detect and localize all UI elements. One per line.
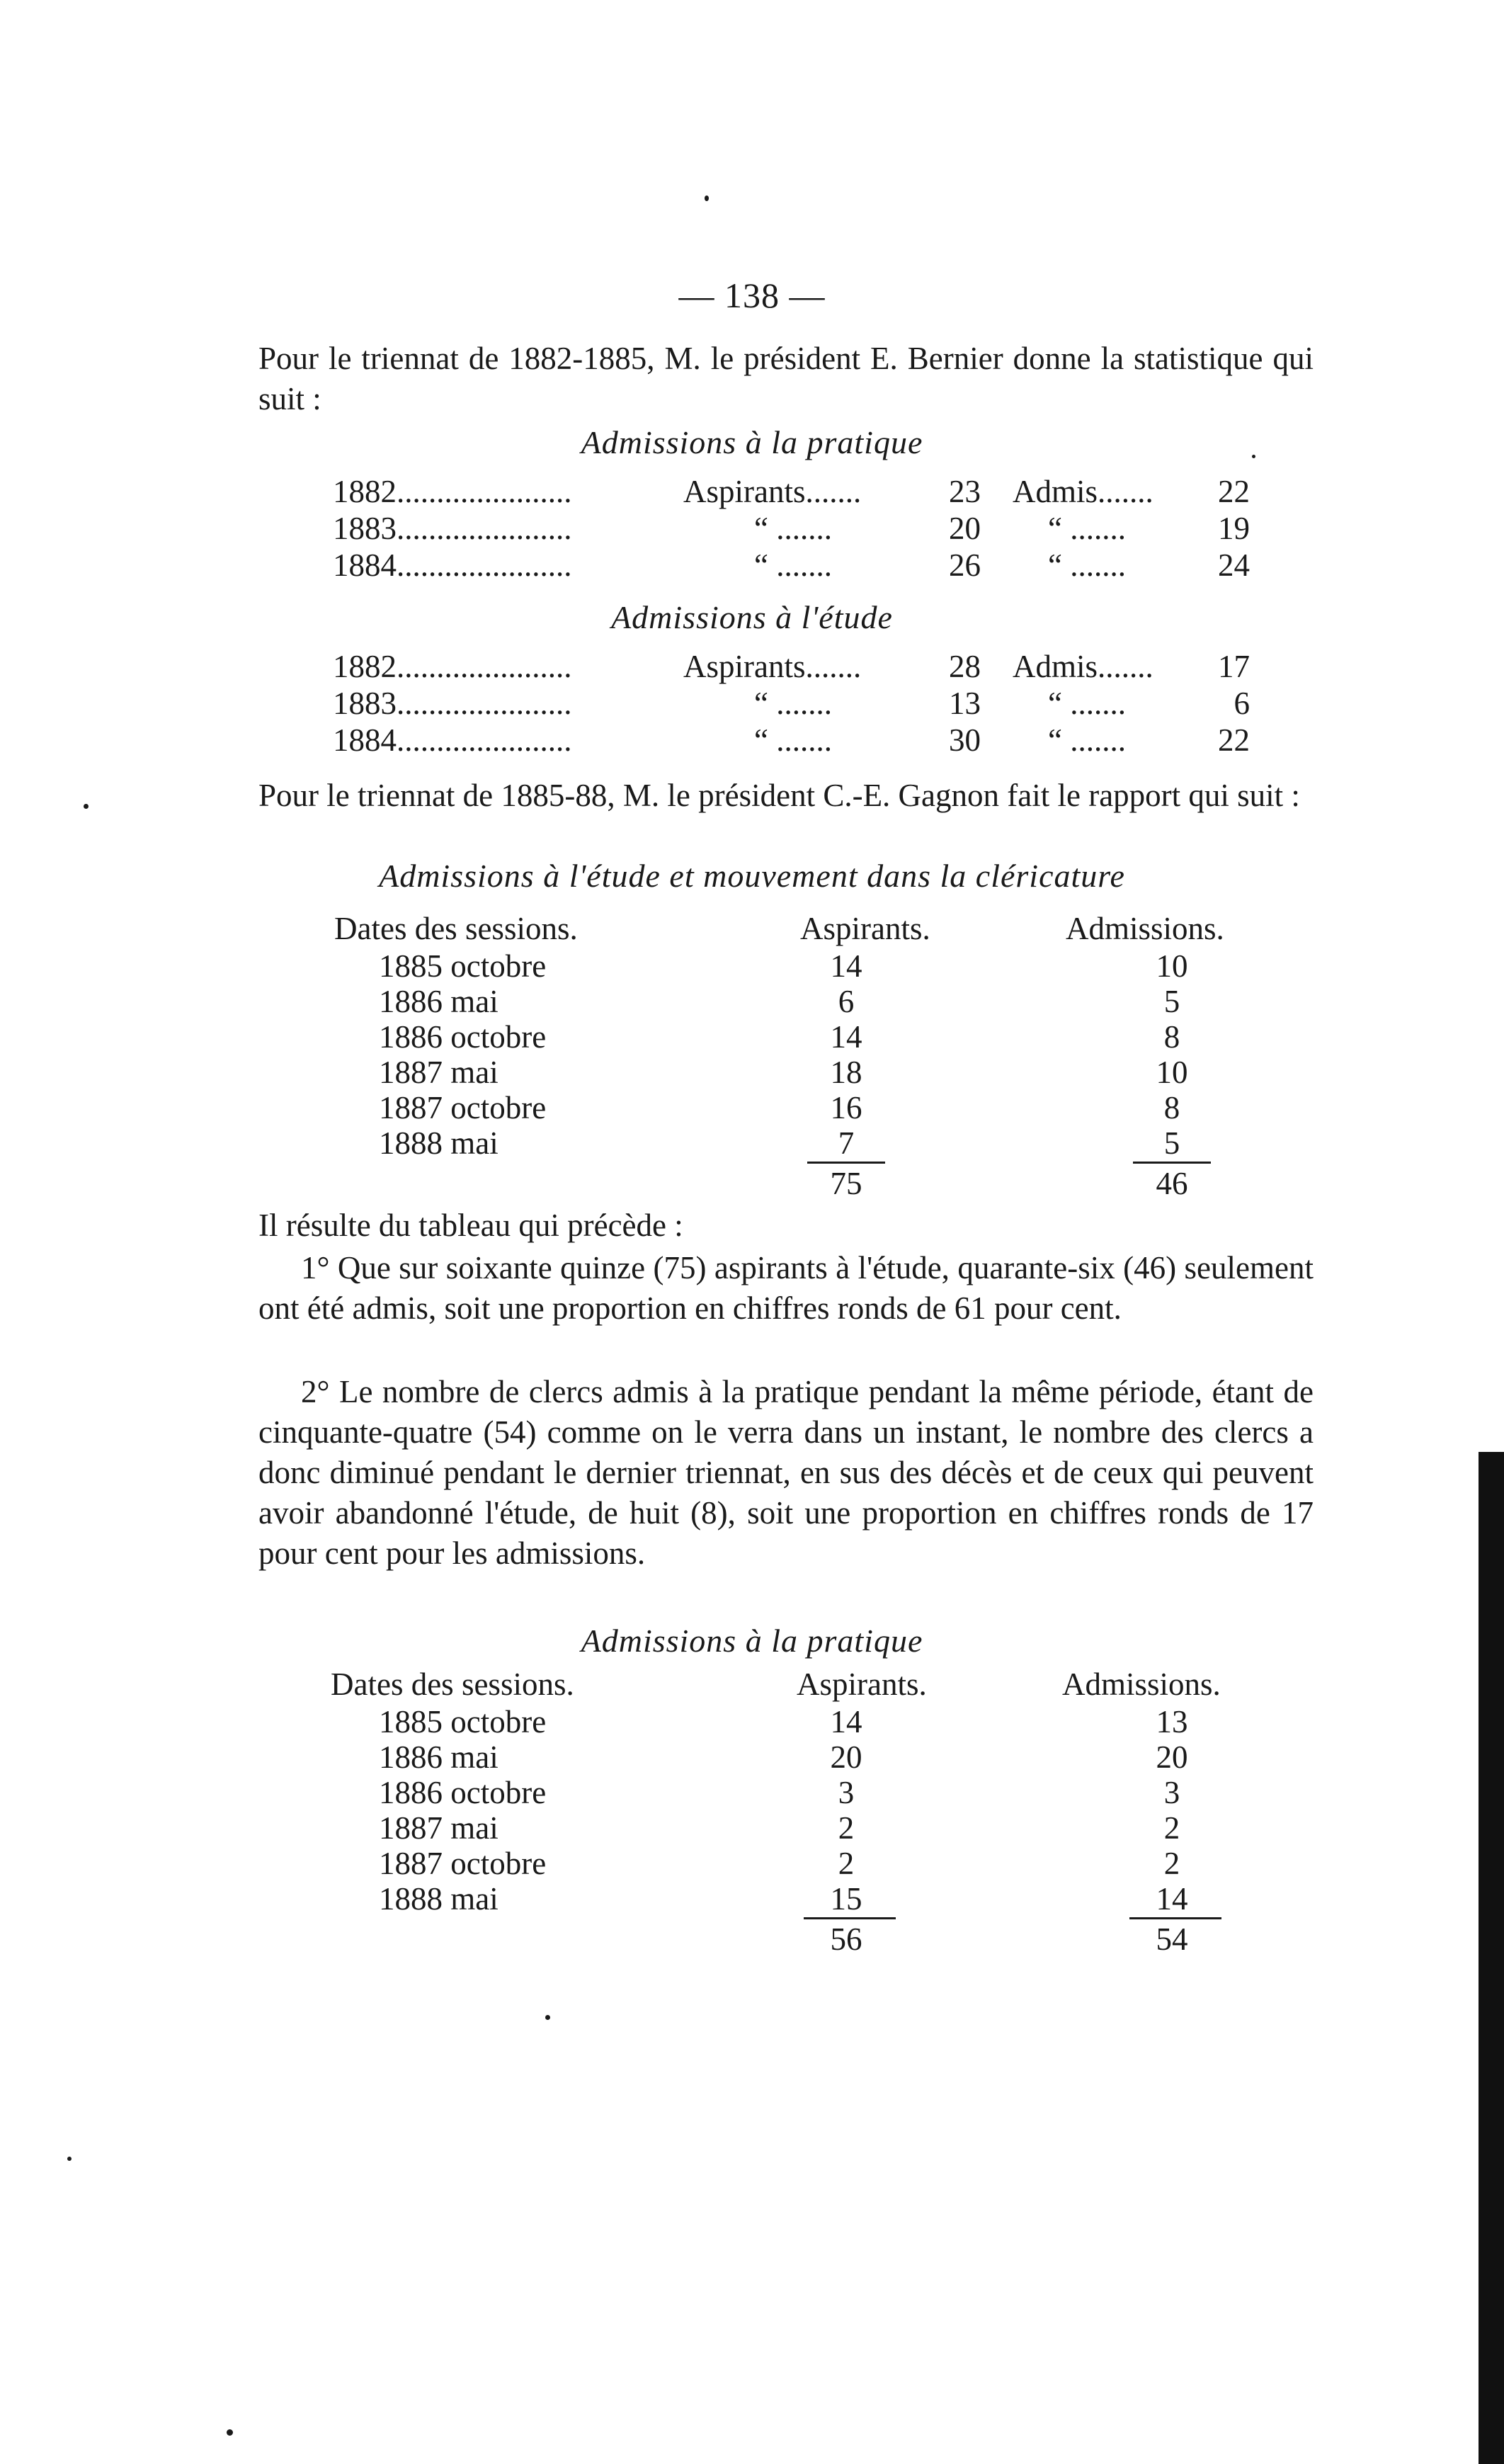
table-row — [0, 1054, 1504, 1089]
table-row — [0, 510, 1504, 547]
row-admissions: 3 — [1163, 1775, 1180, 1810]
row-admis-value: 6 — [1234, 686, 1250, 721]
row-admis-value: 24 — [1218, 547, 1250, 583]
table-row — [0, 648, 1504, 685]
page-number: — 138 — — [678, 276, 826, 315]
table-row — [0, 948, 1504, 983]
row-admissions: 8 — [1163, 1019, 1180, 1055]
row-admissions: 14 — [1156, 1881, 1188, 1917]
row-admis-value: 17 — [1218, 649, 1250, 684]
row-admis-value: 22 — [1218, 474, 1250, 509]
scan-speck — [545, 2015, 550, 2020]
row-aspirants: 7 — [838, 1125, 855, 1161]
row-admissions: 2 — [1163, 1846, 1180, 1881]
row-admissions: 2 — [1163, 1810, 1180, 1846]
table-row — [0, 1018, 1504, 1054]
total-rule-admissions — [1129, 1917, 1221, 1919]
total-aspirants: 56 — [830, 1921, 862, 1957]
table2-title: Admissions à l'étude — [611, 599, 893, 635]
table-row — [0, 1845, 1504, 1880]
row-admis-label: “ ....... — [1048, 722, 1126, 758]
row-aspirants-value: 13 — [949, 686, 981, 721]
table-row — [0, 1125, 1504, 1160]
table-row — [0, 1774, 1504, 1810]
row-date: 1885 octobre — [379, 948, 547, 984]
table-row — [0, 473, 1504, 510]
row-aspirants-label: “ ....... — [754, 686, 832, 721]
row-year: 1882...................... — [333, 474, 572, 509]
row-admis-label: Admis....... — [1013, 649, 1153, 684]
row-aspirants: 14 — [830, 948, 862, 984]
row-admissions: 10 — [1156, 1055, 1188, 1090]
row-year: 1883...................... — [333, 511, 572, 546]
scan-speck — [705, 195, 709, 201]
row-admis-label: “ ....... — [1048, 511, 1126, 546]
row-aspirants: 2 — [838, 1846, 855, 1881]
row-admissions: 10 — [1156, 948, 1188, 984]
intro-paragraph-1885: Pour le triennat de 1885-88, M. le président C.-E. Gagnon fait le rapport qui suit : — [258, 778, 1300, 813]
row-date: 1887 octobre — [379, 1846, 547, 1881]
row-date: 1887 mai — [379, 1055, 499, 1090]
result-intro: Il résulte du tableau qui précède : — [258, 1208, 683, 1243]
row-year: 1884...................... — [333, 722, 572, 758]
scan-speck — [84, 804, 89, 809]
header-aspirants: Aspirants. — [800, 911, 930, 946]
row-date: 1887 mai — [379, 1810, 499, 1846]
total-rule-aspirants — [804, 1917, 896, 1919]
table-row — [0, 1089, 1504, 1125]
row-date: 1888 mai — [379, 1125, 499, 1161]
row-admissions: 5 — [1163, 1125, 1180, 1161]
table3-title: Admissions à l'étude et mouvement dans la cléricature — [379, 858, 1125, 894]
intro-paragraph-1882: Pour le triennat de 1882-1885, M. le président E. Bernier donne la statistique qui suit : — [258, 341, 1314, 416]
row-date: 1886 octobre — [379, 1019, 547, 1055]
table-row — [0, 983, 1504, 1018]
table1-title: Admissions à la pratique — [581, 424, 923, 460]
row-aspirants: 20 — [830, 1739, 862, 1775]
row-aspirants-value: 20 — [949, 511, 981, 546]
row-aspirants: 2 — [838, 1810, 855, 1846]
row-aspirants: 18 — [830, 1055, 862, 1090]
header-aspirants: Aspirants. — [797, 1667, 927, 1702]
table-row — [0, 1810, 1504, 1845]
row-aspirants: 3 — [838, 1775, 855, 1810]
row-admissions: 5 — [1163, 984, 1180, 1019]
row-year: 1883...................... — [333, 686, 572, 721]
total-admissions: 46 — [1156, 1166, 1188, 1201]
row-aspirants-label: “ ....... — [754, 511, 832, 546]
row-aspirants-value: 26 — [949, 547, 981, 583]
row-date: 1885 octobre — [379, 1704, 547, 1739]
total-admissions: 54 — [1156, 1921, 1188, 1957]
table-row — [0, 722, 1504, 759]
row-aspirants: 6 — [838, 984, 855, 1019]
table-row — [0, 547, 1504, 584]
scan-speck — [67, 2157, 72, 2161]
row-date: 1886 octobre — [379, 1775, 547, 1810]
totals-row — [0, 1921, 1504, 1956]
row-aspirants-value: 23 — [949, 474, 981, 509]
table-row — [0, 685, 1504, 722]
row-admis-label: “ ....... — [1048, 547, 1126, 583]
row-year: 1882...................... — [333, 649, 572, 684]
header-dates: Dates des sessions. — [331, 1667, 574, 1702]
row-year: 1884...................... — [333, 547, 572, 583]
total-rule-admissions — [1133, 1162, 1211, 1164]
row-aspirants-label: “ ....... — [754, 547, 832, 583]
header-admissions: Admissions. — [1062, 1667, 1221, 1702]
row-date: 1886 mai — [379, 984, 499, 1019]
total-rule-aspirants — [807, 1162, 885, 1164]
total-aspirants: 75 — [830, 1166, 862, 1201]
result-point-2: 2° Le nombre de clercs admis à la pratique pendant la même période, étant de cinquante-quatre (54) comme on le verra dans un instant, le nombre des clercs a donc diminué pendant le dernier triennat, en sus des décès et de ceux qui peuvent avoir abandonné l'étude, de huit (8), soit une proportion en chiffres ronds de 17 pour cent pour les admissions. — [258, 1374, 1314, 1571]
table4-title: Admissions à la pratique — [581, 1623, 923, 1659]
row-admissions: 8 — [1163, 1090, 1180, 1125]
row-aspirants: 15 — [830, 1881, 862, 1917]
row-aspirants-label: “ ....... — [754, 722, 832, 758]
scan-speck — [1252, 455, 1255, 458]
table-row — [0, 1880, 1504, 1916]
row-aspirants-label: Aspirants....... — [683, 649, 862, 684]
scan-speck — [227, 2429, 233, 2436]
header-dates: Dates des sessions. — [334, 911, 578, 946]
row-admissions: 13 — [1156, 1704, 1188, 1739]
row-admis-value: 22 — [1218, 722, 1250, 758]
row-admis-value: 19 — [1218, 511, 1250, 546]
row-aspirants: 14 — [830, 1704, 862, 1739]
scan-edge-shadow — [1479, 1452, 1504, 2464]
result-point-1: 1° Que sur soixante quinze (75) aspirants à l'étude, quarante-six (46) seulement ont été admis, soit une proportion en chiffres ronds de 61 pour cent. — [258, 1250, 1314, 1326]
row-aspirants-value: 30 — [949, 722, 981, 758]
row-admis-label: “ ....... — [1048, 686, 1126, 721]
table-row — [0, 1703, 1504, 1739]
row-aspirants: 14 — [830, 1019, 862, 1055]
row-date: 1886 mai — [379, 1739, 499, 1775]
header-admissions: Admissions. — [1066, 911, 1224, 946]
row-aspirants-label: Aspirants....... — [683, 474, 862, 509]
totals-row — [0, 1165, 1504, 1200]
row-date: 1887 octobre — [379, 1090, 547, 1125]
row-aspirants: 16 — [830, 1090, 862, 1125]
row-aspirants-value: 28 — [949, 649, 981, 684]
row-admis-label: Admis....... — [1013, 474, 1153, 509]
table-row — [0, 1739, 1504, 1774]
row-date: 1888 mai — [379, 1881, 499, 1917]
row-admissions: 20 — [1156, 1739, 1188, 1775]
